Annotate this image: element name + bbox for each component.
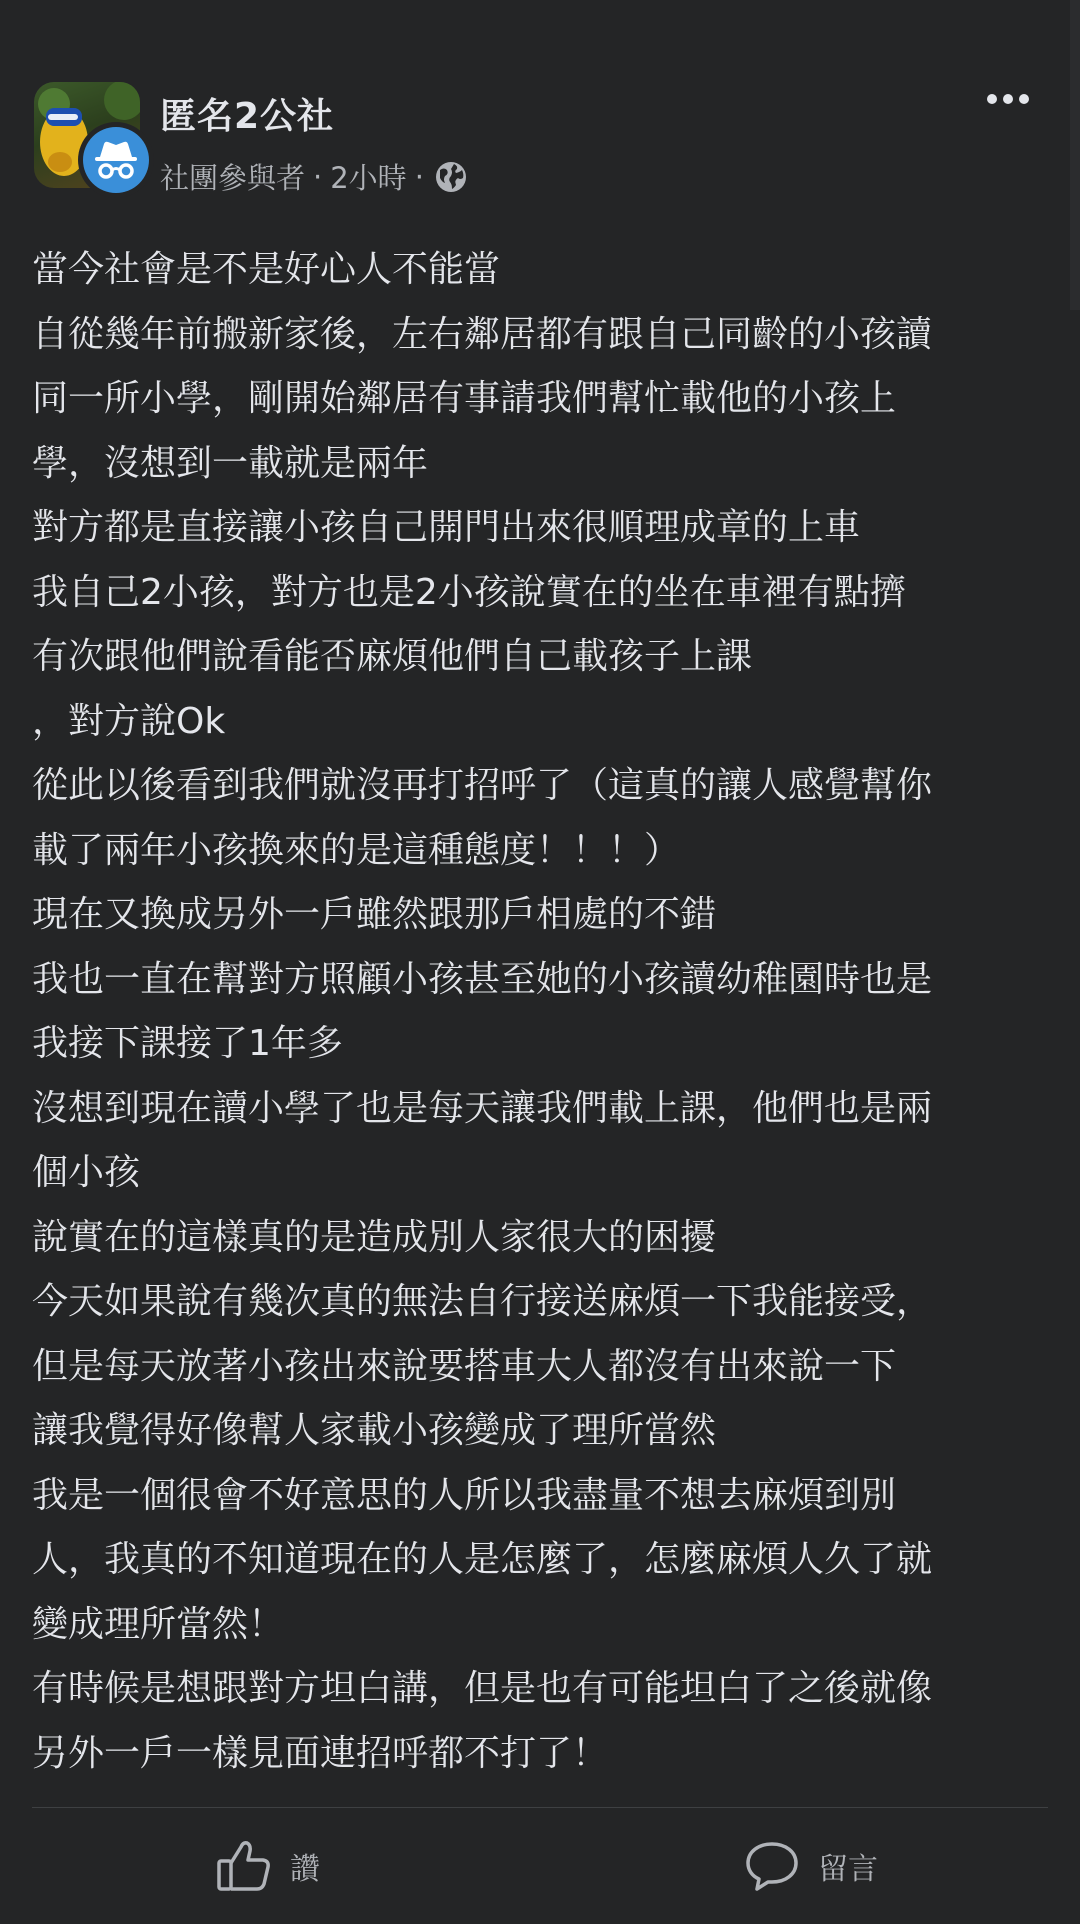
post-body [32,238,1042,1786]
incognito-icon [93,140,139,180]
post-text-line: 說實在的這樣真的是造成別人家很大的困擾 [32,1216,717,1258]
post-text-line: 有時候是想跟對方坦白講，但是也有可能坦白了之後就像 [32,1668,933,1709]
post-text-line: 沒想到現在讀小學了也是每天讓我們載上課，他們也是兩 [32,1087,933,1129]
post-text-line: 同一所小學，剛開始鄰居有事請我們幫忙載他的小孩上 [32,378,897,419]
post-text-line: 我自己2小孩，對方也是2小孩說實在的坐在車裡有點擠 [32,571,906,613]
post-text-line: 自從幾年前搬新家後，左右鄰居都有跟自己同齡的小孩讀 [32,313,933,355]
post-time[interactable]: 2小時 [330,161,407,195]
post-text-line: 學，沒想到一載就是兩年 [32,442,429,484]
post-action-bar [0,1808,1080,1924]
thumbs-up-icon [216,1839,272,1893]
post-text-line: 另外一戶一樣見面連招呼都不打了！ [32,1732,609,1774]
post-text-line: 讓我覺得好像幫人家載小孩變成了理所當然 [32,1410,717,1451]
post-text-line: 我是一個很會不好意思的人所以我盡量不想去麻煩到別 [32,1474,897,1516]
post-text-line: 我接下課接了1年多 [32,1023,343,1064]
post-text-line: 今天如果說有幾次真的無法自行接送麻煩一下我能接受， [32,1281,933,1322]
group-name[interactable]: 匿名2公社 [160,96,335,137]
avatar-group[interactable] [34,82,146,194]
post-text-line: 當今社會是不是好心人不能當 [32,249,501,290]
meta-separator: · [414,159,424,194]
author-role[interactable]: 社團參與者 [160,161,306,195]
post-text-line: 我也一直在幫對方照顧小孩甚至她的小孩讀幼稚園時也是 [32,958,933,1000]
post-text-line: 但是每天放著小孩出來說要搭車大人都沒有出來說一下 [32,1345,897,1387]
like-label: 讚 [290,1852,320,1887]
post-text-line: 變成理所當然！ [32,1603,285,1645]
more-options-button[interactable] [978,84,1038,114]
comment-bubble-icon [744,1839,800,1893]
like-button[interactable] [216,1808,320,1924]
post-text-line: 對方都是直接讓小孩自己開門出來很順理成章的上車 [32,507,861,548]
post-meta [160,156,468,197]
meta-separator: · [313,159,323,194]
comment-button[interactable] [744,1808,878,1924]
comment-label: 留言 [818,1852,878,1887]
scrollbar-track[interactable] [1070,0,1080,310]
post-text-line: 從此以後看到我們就沒再打招呼了（這真的讓人感覺幫你 [32,765,933,806]
post-text-line: 現在又換成另外一戶雖然跟那戶相處的不錯 [32,894,717,935]
post-text-line: 有次跟他們說看能否麻煩他們自己載孩子上課 [32,636,753,677]
post-text-line: 載了兩年小孩換來的是這種態度！！！） [32,829,681,871]
anonymous-badge [78,122,154,198]
post-text-line: ，對方說Ok [32,700,226,742]
post-header [34,80,1046,200]
post-text-line: 人，我真的不知道現在的人是怎麼了，怎麼麻煩人久了就 [32,1539,933,1580]
more-dots-icon [986,93,1030,105]
post-text-line: 個小孩 [32,1152,141,1193]
globe-icon[interactable] [434,160,468,194]
